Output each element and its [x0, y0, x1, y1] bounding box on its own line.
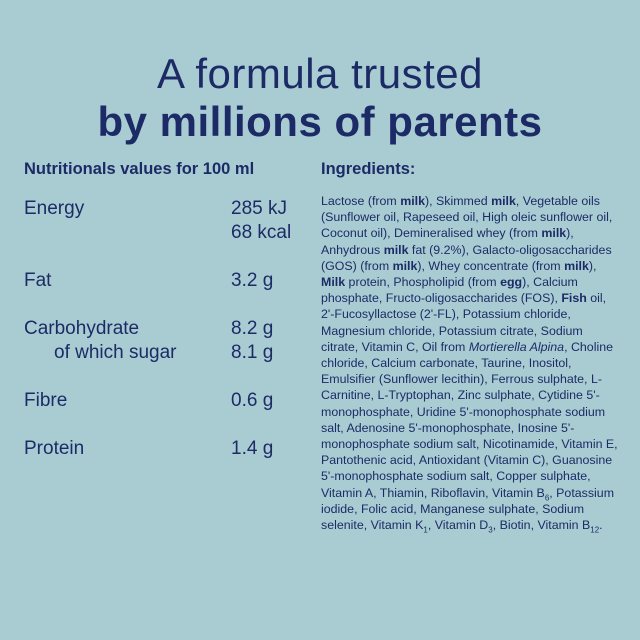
protein-value: 1.4 g [231, 438, 274, 459]
ingredients-segment: 1 [423, 525, 428, 535]
carbohydrate-value: 8.2 g [231, 318, 274, 339]
nutrition-row-fibre [24, 389, 304, 413]
headline-line-2: by millions of parents [97, 98, 543, 145]
ingredients-list [321, 193, 621, 533]
ingredients-heading: Ingredients: [321, 160, 416, 178]
nutrition-row-protein [24, 437, 304, 461]
ingredients-segment: milk [383, 242, 409, 257]
headline-line-1: A formula trusted [157, 50, 483, 97]
ingredients-segment: ), Skimmed [425, 194, 492, 208]
ingredients-segment: milk [491, 194, 516, 208]
ingredients-segment: fat (9.2%), Galacto-oligosaccharides (GOS) (from [321, 242, 612, 273]
ingredients-segment: , Vitamin D [427, 518, 489, 533]
headline [0, 50, 640, 146]
ingredients-segment: 6 [544, 493, 550, 503]
fibre-label: Fibre [24, 390, 68, 411]
fat-label: Fat [24, 270, 52, 291]
fibre-value: 0.6 g [231, 390, 274, 411]
ingredients-segment: ), Calcium phosphate, Fructo-oligosaccharides (FOS), [321, 275, 578, 306]
ingredients-segment: Mortierella Alpina [468, 339, 565, 354]
ingredients-segment: ), [588, 258, 597, 273]
energy-kcal-value: 68 kcal [231, 222, 292, 243]
ingredients-segment: , Potassium iodide, Folic acid, Manganese sulphate, Sodium selenite, Vitamin K [321, 485, 615, 533]
nutrition-row-fat [24, 269, 304, 293]
nutrition-row-energy-kcal [24, 221, 304, 245]
ingredients-segment: ), Whey concentrate (from [417, 258, 565, 273]
ingredients-section [321, 160, 621, 533]
ingredients-segment: oil, 2'-Fucosyllactose (2'-FL), Potassium chloride, Magnesium chloride, Potassium citrate, Sodium citrate, Vitamin C, Oil from [321, 291, 607, 354]
ingredients-segment: protein, Phospholipid (from [345, 275, 501, 290]
sugar-value: 8.1 g [231, 342, 274, 363]
ingredients-segment: milk [541, 226, 567, 241]
nutrition-row-sugar [24, 341, 304, 365]
ingredients-segment: 12 [590, 525, 600, 535]
fat-value: 3.2 g [231, 270, 274, 291]
ingredients-segment: Fish [561, 291, 587, 306]
ingredients-segment: ), Anhydrous [321, 226, 574, 257]
ingredients-segment: milk [400, 194, 425, 208]
ingredients-segment: Milk [321, 275, 346, 290]
nutrition-heading: Nutritionals values for 100 ml [24, 160, 255, 178]
ingredients-segment: , Biotin, Vitamin B [492, 518, 591, 533]
ingredients-segment: milk [564, 258, 589, 273]
energy-kj-value: 285 kJ [231, 198, 287, 219]
ingredients-segment: , Choline chloride, Calcium carbonate, Taurine, Inositol, Emulsifier (Sunflower lecithin), Ferrous sulphate, L-Carnitine, L-Tryptophan, Zinc sulphate, Cytidine 5'-monophosphate, Uridine 5'-monophosphate sodium salt, Adenosine 5'-monophosphate, Inosine 5'-monophosphate sodium salt, Nicotinamide, Vitamin E, Pantothenic acid, Antioxidant (Vitamin C), Guanosine 5'-monophosphate sodium salt, Copper sulphate, Vitamin A, Thiamin, Riboflavin, Vitamin B [321, 339, 618, 500]
sugar-label: of which sugar [54, 342, 177, 363]
ingredients-segment: egg [500, 275, 523, 290]
nutrition-table [24, 160, 304, 461]
energy-label: Energy [24, 198, 85, 219]
nutrition-row-energy [24, 197, 304, 221]
ingredients-segment: 3 [488, 525, 493, 535]
ingredients-segment: . [599, 518, 603, 533]
ingredients-segment: , Vegetable oils (Sunflower oil, Rapeseed oil, High oleic sunflower oil, Coconut oil), Demineralised whey (from [321, 194, 613, 241]
carbohydrate-label: Carbohydrate [24, 318, 140, 339]
protein-label: Protein [24, 438, 85, 459]
ingredients-segment: Lactose (from [321, 194, 401, 208]
ingredients-segment: milk [392, 258, 418, 273]
nutrition-row-carbohydrate [24, 317, 304, 341]
